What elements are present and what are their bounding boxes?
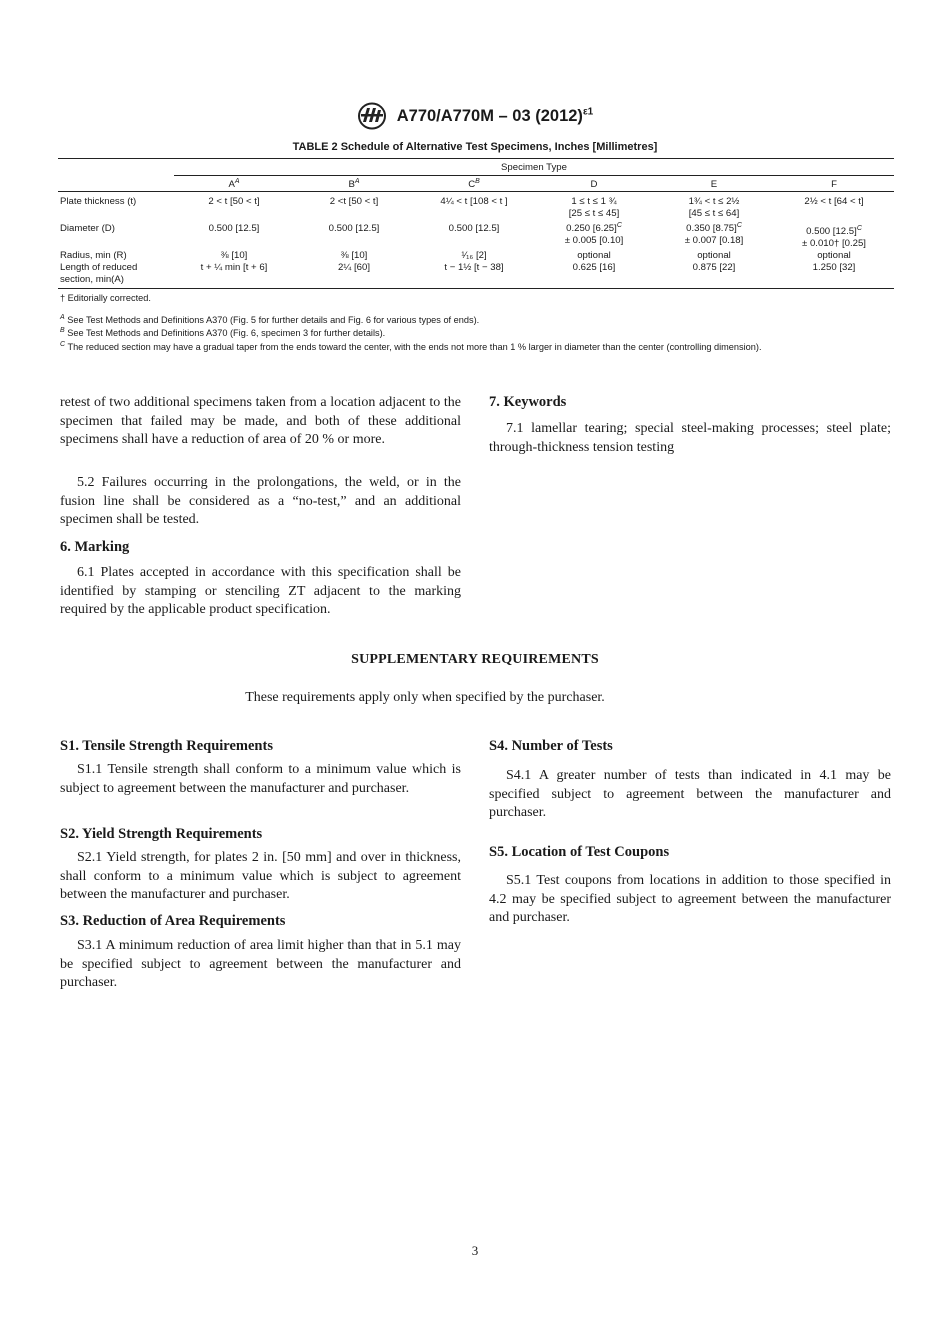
table-cell: ⅜ [10] [340, 250, 368, 262]
group-header: Specimen Type [174, 159, 894, 176]
table-row [58, 250, 894, 262]
row-label: Diameter (D) [60, 223, 115, 235]
row-label: Radius, min (R) [60, 250, 127, 262]
table-cell: 2 <t [50 < t] [329, 196, 379, 208]
s1-heading: S1. Tensile Strength Requirements [60, 738, 273, 754]
s2-heading: S2. Yield Strength Requirements [60, 826, 263, 842]
page-number: 3 [471, 1243, 479, 1258]
table-cell: ⅜ [10] [220, 250, 248, 262]
table-cell: 1 ≤ t ≤ 1 ¾ [25 ≤ t ≤ 45] [568, 196, 620, 220]
table-cell: 0.500 $[12.5]^C$ ± 0.010† [0.25] [802, 225, 866, 250]
column-header-f: F [774, 176, 894, 192]
table-cell: 0.500 [12.5] [208, 223, 260, 235]
footnote-a: $^A$ See Test Methods and Definitions A370 (Fig. 5 for further details and Fig. 6 for various types of ends). [60, 314, 480, 326]
table-cell: 0.350 $[8.75]^C$ ± 0.007 [0.18] [684, 222, 744, 247]
table-cell: 2½ < t [64 < t] [804, 196, 864, 208]
table-row [58, 220, 894, 250]
dagger-note: † Editorially corrected. [60, 293, 151, 303]
astm-logo-icon [357, 102, 387, 130]
column-header-c: $C^B$ [414, 176, 534, 192]
table-cell: 4¼ < t [108 < t ] [440, 196, 508, 208]
paragraph-5-2: 5.2 Failures occurring in the prolongations, the weld, or in the fusion line shall be considered as a “no-test,” and an additional specimen shall be tested. [60, 475, 461, 527]
paragraph-7-1: 7.1 lamellar tearing; special steel-making processes; steel plate; through-thickness tension testing [489, 421, 891, 455]
column-header-d: D [534, 176, 654, 192]
document-designation: A770/A770M – 03 $(2012)^{\varepsilon 1}$ [396, 106, 594, 125]
footnote-b: $^B$ See Test Methods and Definitions A370 (Fig. 6, specimen 3 for further details). [60, 327, 386, 339]
table-cell: 2 < t [50 < t] [208, 196, 260, 208]
table-cell: 0.500 [12.5] [448, 223, 500, 235]
marking-heading: 6. Marking [60, 539, 130, 555]
table-cell: optional [577, 250, 611, 262]
table-cell: optional [697, 250, 731, 262]
row-label: Plate thickness (t) [60, 196, 137, 208]
s5-heading: S5. Location of Test Coupons [489, 844, 670, 860]
s4-1-paragraph: S4.1 A greater number of tests than indicated in 4.1 may be specified subject to agreement between the manufacturer and purchaser. [489, 768, 891, 820]
row-label: Length of reduced section, min(A) [58, 262, 174, 289]
table-cell: 0.875 [22] [654, 262, 774, 289]
column-header-b: $B^A$ [294, 176, 414, 192]
table-cell: 0.500 [12.5] [328, 223, 380, 235]
table-cell: optional [817, 250, 851, 262]
table-cell: 0.250 $[6.25]^C$ ± 0.005 [0.10] [564, 222, 624, 247]
s2-1-paragraph: S2.1 Yield strength, for plates 2 in. [50 mm] and over in thickness, shall conform to a minimum value which is subject to agreement between the manufacturer and purchaser. [60, 850, 461, 902]
s3-1-paragraph: S3.1 A minimum reduction of area limit higher than that in 5.1 may be specified subject to agreement between the manufacturer and purchaser. [60, 938, 461, 990]
footnote-c: $^C$ The reduced section may have a gradual taper from the ends toward the center, with the ends not more than 1 % larger in diameter than the center (controlling dimension). [60, 341, 762, 353]
supplementary-heading: SUPPLEMENTARY REQUIREMENTS [351, 652, 599, 667]
table-cell: 2¼ [60] [294, 262, 414, 289]
supplementary-note: These requirements apply only when specified by the purchaser. [245, 690, 605, 705]
table-cell: ¹⁄₁₆ [2] [461, 250, 487, 262]
table-row [58, 262, 894, 289]
retest-paragraph: retest of two additional specimens taken from a location adjacent to the specimen that failed may be made, and both of these additional specimens shall have a reduction of area of 20 % or more. [60, 395, 461, 447]
document-header [0, 102, 950, 130]
s3-heading: S3. Reduction of Area Requirements [60, 913, 286, 929]
column-header-a: $A^A$ [174, 176, 294, 192]
table-cell: 1.250 [32] [774, 262, 894, 289]
table-cell: 1¾ < t ≤ 2½ [45 ≤ t ≤ 64] [688, 196, 740, 220]
s4-heading: S4. Number of Tests [489, 738, 613, 754]
table-row [58, 192, 894, 221]
column-header-e: E [654, 176, 774, 192]
table-title: TABLE 2 Schedule of Alternative Test Specimens, Inches [Millimetres] [292, 141, 658, 153]
specimen-table [58, 158, 894, 289]
s1-1-paragraph: S1.1 Tensile strength shall conform to a minimum value which is subject to agreement between the manufacturer and purchaser. [60, 762, 461, 796]
keywords-heading: 7. Keywords [489, 394, 567, 410]
table-cell: t − 1½ [t − 38] [414, 262, 534, 289]
table-cell: t + ¼ min [t + 6] [174, 262, 294, 289]
paragraph-6-1: 6.1 Plates accepted in accordance with this specification shall be identified by stamping or stenciling ZT adjacent to the marking required by the applicable product specification. [60, 565, 461, 617]
s5-1-paragraph: S5.1 Test coupons from locations in addition to those specified in 4.2 may be specified subject to agreement between the manufacturer and purchaser. [489, 873, 891, 925]
table-cell: 0.625 [16] [534, 262, 654, 289]
epsilon-mark: ε1 [582, 106, 594, 118]
